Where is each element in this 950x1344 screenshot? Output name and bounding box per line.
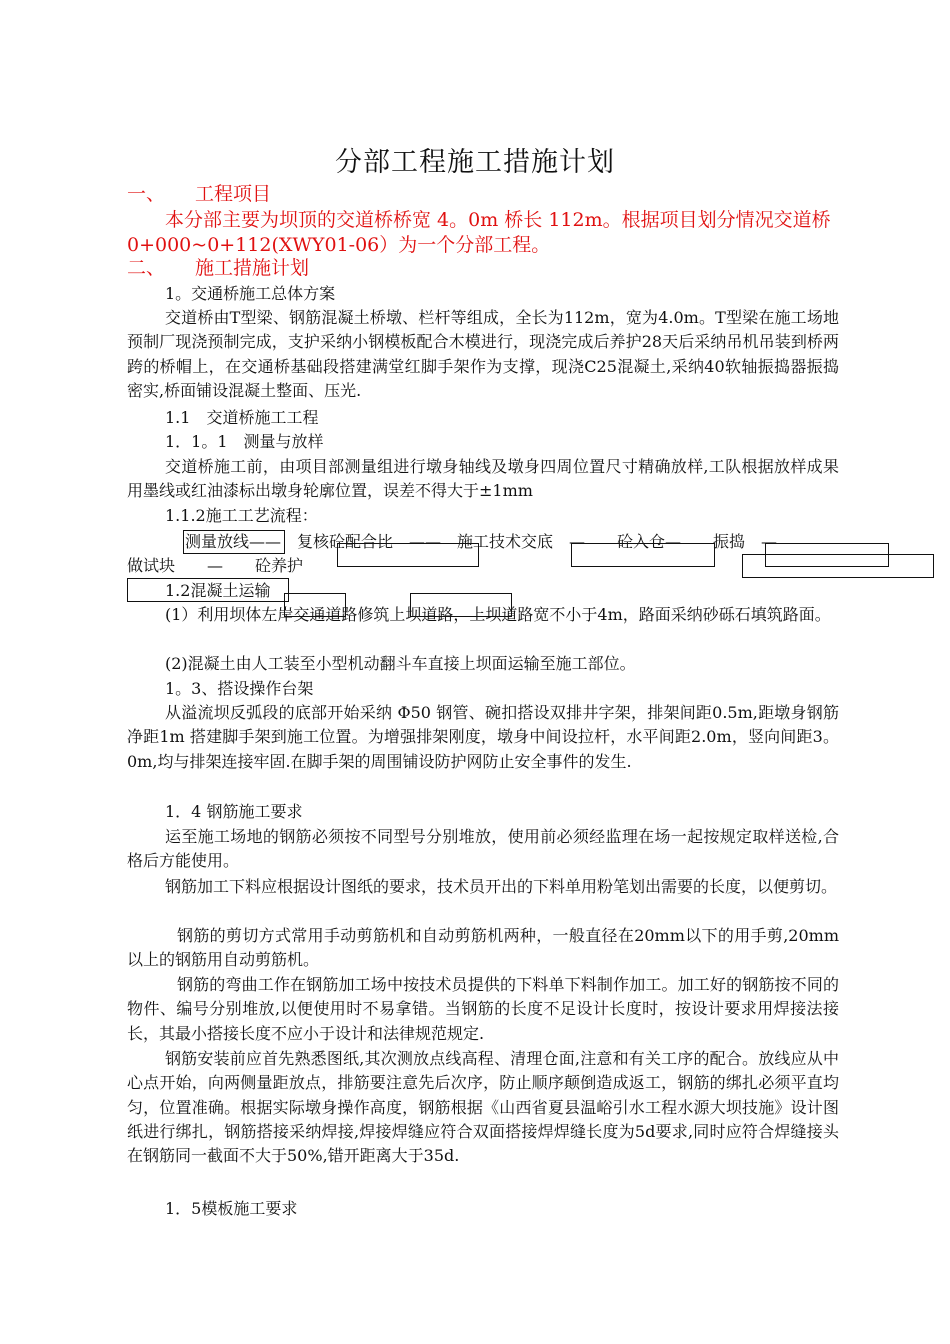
subheading: 1.1.2施工工艺流程： (165, 506, 318, 525)
intro-paragraph: 本分部主要为坝顶的交道桥桥宽 4。0m 桥长 112m。根据项目划分情况交道桥 0+000~0+112(XWY01-06）为一个分部工程。 (127, 209, 831, 256)
section-heading-2 (127, 256, 309, 280)
paragraph: 钢筋安装前应首先熟悉图纸,其次测放点线高程、清理仓面,注意和有关工序的配合。放线应从中心点开始，向两侧量距放点，排筋要注意先后次序，防止顺序颠倒造成返工，钢筋的绑扎必须平直均匀，位置准确。根据实际墩身操作高度，钢筋根据《山西省夏县温峪引水工程水源大坝技施》设计图纸进行绑扎，钢筋搭接采纳焊接,焊接焊缝应符合双面搭接焊焊缝长度为5d要求,同时应符合焊缝接头在钢筋同一截面不大于50%,错开距离大于35d. (127, 1049, 839, 1166)
paragraph: 从溢流坝反弧段的底部开始采纳 Φ50 钢管、碗扣搭设双排井字架，排架间距0.5m,距墩身钢筋净距1m 搭建脚手架到施工位置。为增强排架刚度，墩身中间设拉杆，水平间距2.0m，竖向间距3。0m,均与排架连接牢固.在脚手架的周围铺设防护网防止安全事件的发生. (127, 703, 839, 771)
section-label: 工程项目 (195, 183, 272, 205)
subheading: 1．1。1 测量与放样 (165, 432, 324, 451)
paragraph: 运至施工场地的钢筋必须按不同型号分别堆放，使用前必须经监理在场一起按规定取样送检,合格后方能使用。 (127, 827, 839, 871)
subheading: 1.2混凝土运输 (165, 581, 271, 600)
paragraph: 钢筋的弯曲工作在钢筋加工场中按技术员提供的下料单下料制作加工。加工好的钢筋按不同的物件、编号分别堆放,以便使用时不易拿错。当钢筋的长度不足设计长度时，按设计要求用焊接法接长，其最小搭接长度不应小于设计和法律规范规定. (127, 975, 839, 1043)
section-number: 二、 (127, 257, 166, 279)
paragraph: 钢筋的剪切方式常用手动剪筋机和自动剪筋机两种，一般直径在20mm以下的用手剪,20mm以上的钢筋用自动剪筋机。 (127, 926, 839, 970)
section-label: 施工措施计划 (195, 257, 310, 279)
paragraph: 钢筋加工下料应根据设计图纸的要求，技术员开出的下料单用粉笔划出需要的长度，以便剪切。 (165, 877, 838, 896)
subheading: 1。交通桥施工总体方案 (165, 284, 336, 303)
flow-line: 测量放线—— 复核砼配合比 —— 施工技术交底 — 砼入仓— 振捣 — (185, 532, 778, 551)
paragraph: (2)混凝土由人工装至小型机动翻斗车直接上坝面运输至施工部位。 (165, 654, 636, 673)
flow-line: 做试块 — 砼养护 (127, 556, 304, 575)
subheading: 1．4 钢筋施工要求 (165, 802, 303, 821)
subheading: 1．5模板施工要求 (165, 1199, 298, 1218)
subheading: 1。3、搭设操作台架 (165, 679, 314, 698)
paragraph: (1）利用坝体左岸交通道路修筑上坝道路，上坝道路宽不小于4m，路面采纳砂砾石填筑路面。 (165, 605, 831, 624)
subheading: 1.1 交道桥施工工程 (165, 408, 319, 427)
paragraph: 交道桥由T型梁、钢筋混凝土桥墩、栏杆等组成，全长为112m，宽为4.0m。T型梁在施工场地预制厂现浇预制完成，支护采纳小钢模板配合木模进行，现浇完成后养护28天后采纳吊机吊装到桥两跨的桥帽上，在交通桥基础段搭建满堂红脚手架作为支撑，现浇C25混凝土,采纳40软轴振捣器振捣密实,桥面铺设混凝土整面、压光. (127, 308, 839, 400)
section-heading-1 (127, 182, 271, 206)
flow-box (742, 554, 934, 578)
paragraph: 交道桥施工前，由项目部测量组进行墩身轴线及墩身四周位置尺寸精确放样,工队根据放样成果用墨线或红油漆标出墩身轮廓位置，误差不得大于±1mm (127, 457, 839, 501)
page-title: 分部工程施工措施计划 (335, 147, 615, 178)
section-number: 一、 (127, 183, 166, 205)
